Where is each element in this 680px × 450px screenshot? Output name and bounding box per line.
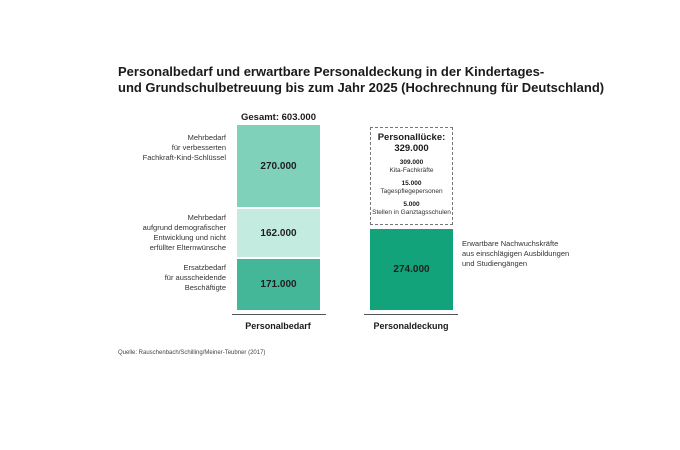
segment-label-line: Beschäftigte: [184, 283, 226, 292]
segment-label-line: für verbesserten: [171, 143, 226, 152]
segment-label-demographic: [106, 213, 226, 253]
gap-title: Personallücke:: [377, 132, 446, 143]
segment-label-line: Ersatzbedarf: [183, 263, 226, 272]
segment-label-line: aufgrund demografischer: [142, 223, 226, 232]
gap-item-value: 15.000: [401, 180, 422, 187]
baseline-personaldeckung: [364, 314, 458, 315]
segment-label-line: aus einschlägigen Ausbildungen: [462, 249, 570, 258]
segment-label-line: Entwicklung und nicht: [153, 233, 226, 242]
gap-heading: [371, 132, 452, 154]
staffing-gap-box: [370, 127, 453, 225]
total-label: Gesamt: 603.000: [241, 112, 316, 123]
bar-segment-replacement: [237, 259, 320, 310]
bar-value-label: 162.000: [260, 227, 297, 239]
gap-item-kita: [371, 159, 452, 175]
bar-segment-demographic: [237, 209, 320, 257]
category-label-personalbedarf: Personalbedarf: [245, 321, 311, 331]
chart-title-line-2: und Grundschulbetreuung bis zum Jahr 2025 (Hochrechnung für Deutschland): [118, 80, 605, 95]
bar-value-label: 270.000: [260, 160, 297, 172]
segment-label-line: Erwartbare Nachwuchskräfte: [462, 239, 559, 248]
bar-value-label: 171.000: [260, 279, 297, 290]
bar-value-label: 274.000: [393, 264, 430, 275]
segment-label-line: Mehrbedarf: [187, 133, 226, 142]
segment-label-line: für ausscheidende: [164, 273, 226, 282]
gap-item-value: 309.000: [399, 159, 424, 166]
source-note: Quelle: Rauschenbach/Schilling/Meiner-Teubner (2017): [118, 350, 266, 356]
gap-item-text: Tagespflegepersonen: [380, 188, 443, 195]
gap-item-schools: [371, 201, 452, 217]
gap-item-text: Kita-Fachkräfte: [389, 167, 434, 174]
bar-segment-new-staff: [370, 229, 453, 310]
chart-title: [118, 64, 638, 96]
gap-total-value: 329.000: [394, 143, 429, 154]
segment-label-line: und Studiengängen: [462, 259, 528, 268]
chart-title-line-1: Personalbedarf und erwartbare Personaldeckung in der Kindertages-: [118, 64, 545, 79]
segment-label-line: Fachkraft-Kind-Schlüssel: [142, 153, 226, 162]
segment-label-improved-ratio: [106, 133, 226, 163]
segment-label-new-staff: [462, 239, 602, 269]
segment-label-line: erfüllter Elternwünsche: [149, 243, 226, 252]
gap-item-value: 5.000: [403, 201, 420, 208]
segment-label-replacement: [106, 263, 226, 293]
bar-segment-improved-ratio: [237, 125, 320, 207]
gap-item-text: Stellen in Ganztagsschulen: [372, 209, 451, 216]
gap-item-daycare: [371, 180, 452, 196]
baseline-personalbedarf: [232, 314, 326, 315]
category-label-personaldeckung: Personaldeckung: [373, 321, 449, 331]
segment-label-line: Mehrbedarf: [187, 213, 226, 222]
